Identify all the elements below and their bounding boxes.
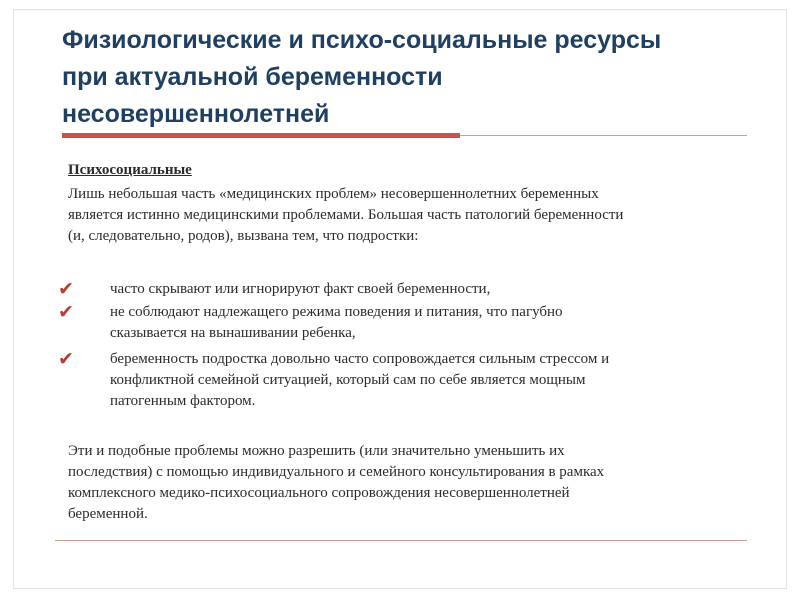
bullet-text (110, 302, 730, 344)
check-mark-icon: ✔ (58, 301, 74, 323)
title-underline-accent (62, 133, 460, 138)
bullet-line: часто скрывают или игнорируют факт своей беременности, (110, 281, 491, 297)
check-mark-icon: ✔ (58, 278, 74, 300)
bullet-line: сказывается на вынашивании ребенка, (110, 325, 356, 341)
bullet-line: беременность подростка довольно часто сопровождается сильным стрессом и (110, 351, 610, 367)
conclusion-line: беременной. (68, 506, 148, 522)
check-mark-icon: ✔ (58, 348, 74, 370)
intro-paragraph (68, 184, 733, 247)
conclusion-paragraph (68, 441, 738, 525)
conclusion-line: комплексного медико-психосоциального сопровождения несовершеннолетней (68, 485, 570, 501)
bullet-line: патогенным фактором. (110, 393, 256, 409)
title-line: Физиологические и психо-социальные ресурсы (62, 26, 662, 54)
conclusion-line: последствия) с помощью индивидуального и семейного консультирования в рамках (68, 464, 605, 480)
intro-line: является истинно медицинскими проблемами. Большая часть патологий беременности (68, 207, 624, 223)
intro-line: Лишь небольшая часть «медицинских проблем» несовершеннолетних беременных (68, 186, 599, 202)
bullet-text (110, 279, 730, 300)
bottom-divider (55, 540, 747, 541)
intro-line: (и, следовательно, родов), вызвана тем, что подростки: (68, 228, 419, 244)
bullet-text (110, 349, 730, 412)
title-line: при актуальной беременности (62, 63, 443, 91)
conclusion-line: Эти и подобные проблемы можно разрешить (или значительно уменьшить их (68, 443, 565, 459)
title-line: несовершеннолетней (62, 100, 330, 128)
bullet-line: не соблюдают надлежащего режима поведения и питания, что пагубно (110, 304, 563, 320)
section-heading: Психосоциальные (68, 162, 192, 178)
slide-title (62, 22, 762, 133)
title-underline-thin (460, 135, 747, 136)
bullet-line: конфликтной семейной ситуацией, который сам по себе является мощным (110, 372, 586, 388)
